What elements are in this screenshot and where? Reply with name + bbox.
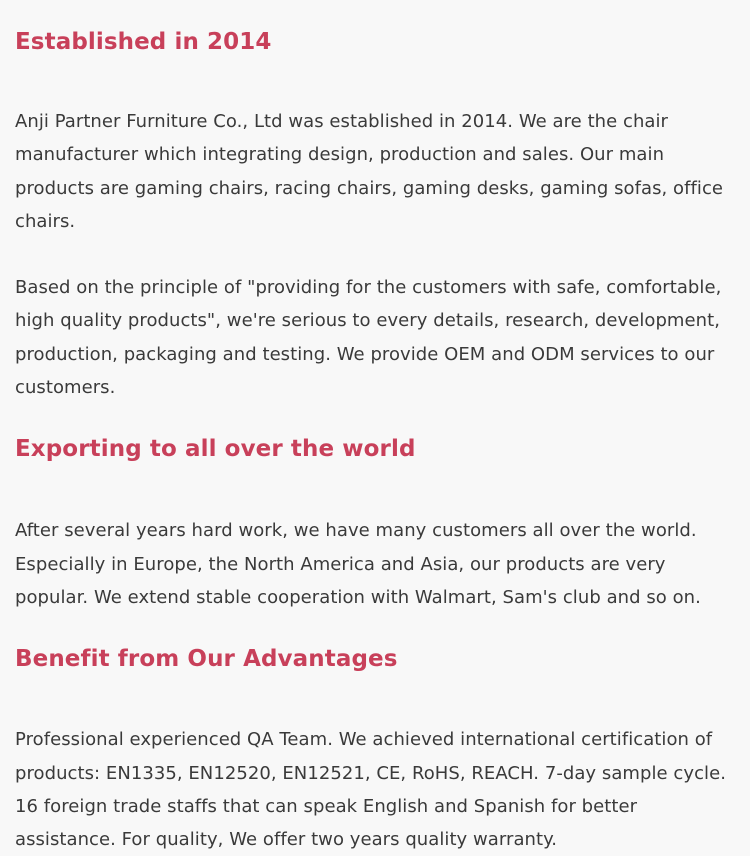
section-heading-benefit: Benefit from Our Advantages [15,646,398,673]
established-paragraph-principle: Based on the principle of "providing for the customers with safe, comfortable, high quality products", we're serious to every details, research, development, production, packaging and testing. We provide OEM and ODM services to our customers. [15,277,722,399]
benefit-paragraph: Professional experienced QA Team. We achieved international certification of products: EN1335, EN12520, EN12521, CE, RoHS, REACH. 7-day sample cycle. 16 foreign trade staffs that can speak English and Spanish for better assistance. For quality, We offer two years quality warranty. [15,729,726,851]
established-paragraph-intro: Anji Partner Furniture Co., Ltd was established in 2014. We are the chair manufacturer which integrating design, production and sales. Our main products are gaming chairs, racing chairs, gaming desks, gaming sofas, office chairs. [15,111,724,232]
section-heading-exporting: Exporting to all over the world [15,436,416,463]
exporting-paragraph: After several years hard work, we have many customers all over the world. Especially in Europe, the North America and Asia, our products are very popular. We extend stable cooperation with Walmart, Sam's club and so on. [15,520,701,608]
section-heading-established: Established in 2014 [15,29,272,55]
